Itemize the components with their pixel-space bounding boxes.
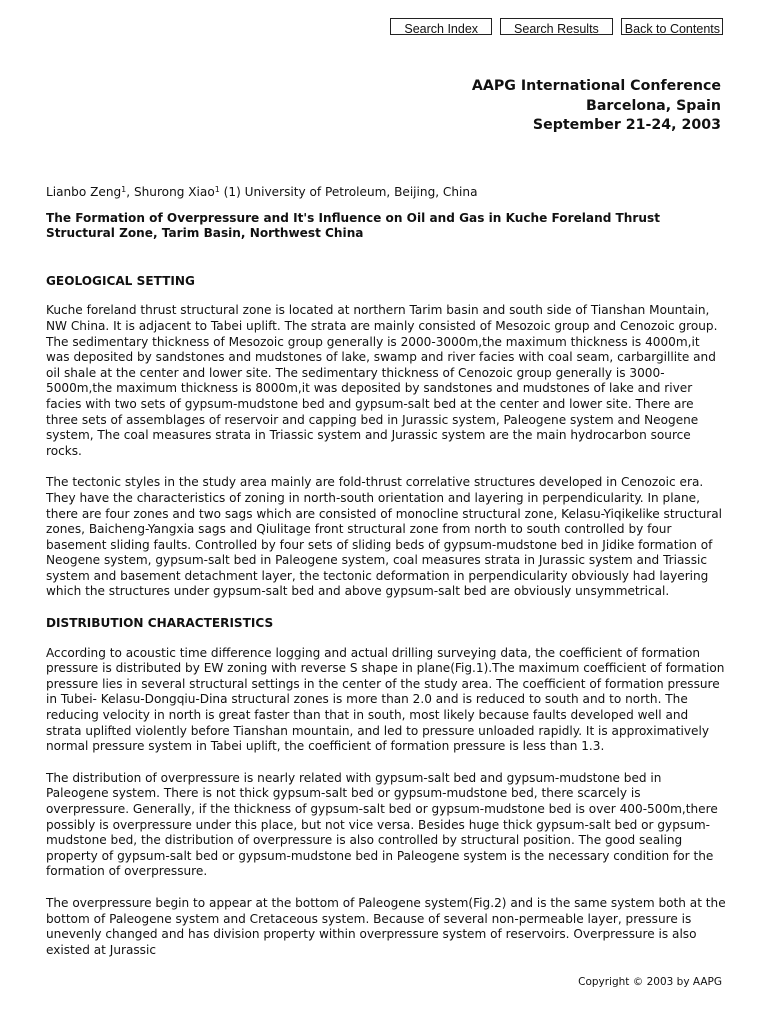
document-body bbox=[46, 185, 726, 974]
body-paragraph: The tectonic styles in the study area mainly are fold-thrust correlative structures developed in Cenozoic era. They have the characteristics of zoning in north-south orientation and layering in perpendicularity. In plane, there are four zones and two sags which are consisted of monocline structural zone, Kelasu-Yiqikelike structural zones, Baicheng-Yangxia sags and Qiulitage front structural zone from north to south controlled by four basement sliding faults. Controlled by four sets of sliding beds of gypsum-mudstone bed in Jidike formation of Neogene system, gypsum-salt bed in Paleogene system, coal measures strata in Jurassic system and Triassic system and basement detachment layer, the tectonic deformation in perpendicularity obviously had layering which the structures under gypsum-salt bed and above gypsum-salt bed are obviously unsymmetrical. bbox=[46, 475, 723, 599]
back-to-contents-button[interactable]: Back to Contents bbox=[621, 18, 723, 35]
author-separator: , bbox=[126, 185, 134, 199]
author-affiliation: (1) University of Petroleum, Beijing, China bbox=[219, 185, 478, 199]
author-name: Shurong Xiao bbox=[133, 185, 215, 199]
search-index-button[interactable]: Search Index bbox=[390, 18, 492, 35]
body-paragraph: The distribution of overpressure is nearly related with gypsum-salt bed and gypsum-mudstone bed in Paleogene system. There is not thick gypsum-salt bed or gypsum-mudstone bed, there scarcely is overpressure. Generally, if the thickness of gypsum-salt bed or gypsum-mudstone bed is over 400-500m,there possibly is overpressure under this place, but not vice versa. Besides huge thick gypsum-salt bed or gypsum-mudstone bed, the distribution of overpressure is also controlled by structural position. The good sealing property of gypsum-salt bed or gypsum-mudstone bed in Paleogene system is the necessary condition for the formation of overpressure. bbox=[46, 770, 718, 879]
affiliation-marker: 1 bbox=[214, 185, 220, 194]
author-line bbox=[46, 185, 726, 201]
search-results-button[interactable]: Search Results bbox=[500, 18, 613, 35]
author-name: Lianbo Zeng bbox=[46, 185, 122, 199]
body-paragraph: Kuche foreland thrust structural zone is located at northern Tarim basin and south side of Tianshan Mountain, NW China. It is adjacent to Tabei uplift. The strata are mainly consisted of Mesozoic group and Cenozoic group. The sedimentary thickness of Mesozoic group generally is 2000-3000m,the maximum thickness is 4000m,it was deposited by sandstones and mudstones of lake, swamp and river facies with coal seam, carbargillite and oil shale at the center and lower site. The sedimentary thickness of Cenozoic group generally is 3000-5000m,the maximum thickness is 8000m,it was deposited by sandstones and mudstones of lake and river facies with two sets of gypsum-mudstone bed and gypsum-salt bed at the center and lower site. There are three sets of assemblages of reservoir and capping bed in Jurassic system, Paleogene system and Neogene system, The coal measures strata in Triassic system and Jurassic system are the main hydrocarbon source rocks. bbox=[46, 303, 718, 458]
affiliation-marker: 1 bbox=[121, 185, 127, 194]
conference-name: AAPG International Conference bbox=[471, 78, 721, 94]
body-paragraph: The overpressure begin to appear at the bottom of Paleogene system(Fig.2) and is the same system both at the bottom of Paleogene system and Cretaceous system. Because of several non-permeable layer, pressure is unevenly changed and has division property within overpressure system of reservoirs. Overpressure is also existed at Jurassic bbox=[46, 895, 726, 957]
navigation-bar bbox=[390, 18, 723, 35]
conference-dates: September 21-24, 2003 bbox=[532, 117, 721, 133]
copyright-notice: Copyright © 2003 by AAPG bbox=[578, 976, 722, 988]
paper-title: The Formation of Overpressure and It's Influence on Oil and Gas in Kuche Foreland Thrust Structural Zone, Tarim Basin, Northwest China bbox=[46, 210, 660, 241]
body-paragraph: According to acoustic time difference logging and actual drilling surveying data, the coefficient of formation pressure is distributed by EW zoning with reverse S shape in plane(Fig.1).The maximum coefficient of formation pressure lies in several structural settings in the center of the study area. The coefficient of formation pressure in Tubei- Kelasu-Dongqiu-Dina structural zones is more than 2.0 and is reduced to south and to north. The reducing velocity in north is great faster than that in south, most likely because faults developed well and strata uplifted violently before Tianshan mountain, and led to pressure unloaded rapidly. It is approximatively normal pressure system in Tabei uplift, the coefficient of formation pressure is less than 1.3. bbox=[46, 645, 725, 754]
conference-header bbox=[472, 77, 721, 136]
conference-location: Barcelona, Spain bbox=[586, 97, 721, 114]
section-heading: DISTRIBUTION CHARACTERISTICS bbox=[46, 616, 274, 631]
section-heading: GEOLOGICAL SETTING bbox=[46, 273, 195, 288]
